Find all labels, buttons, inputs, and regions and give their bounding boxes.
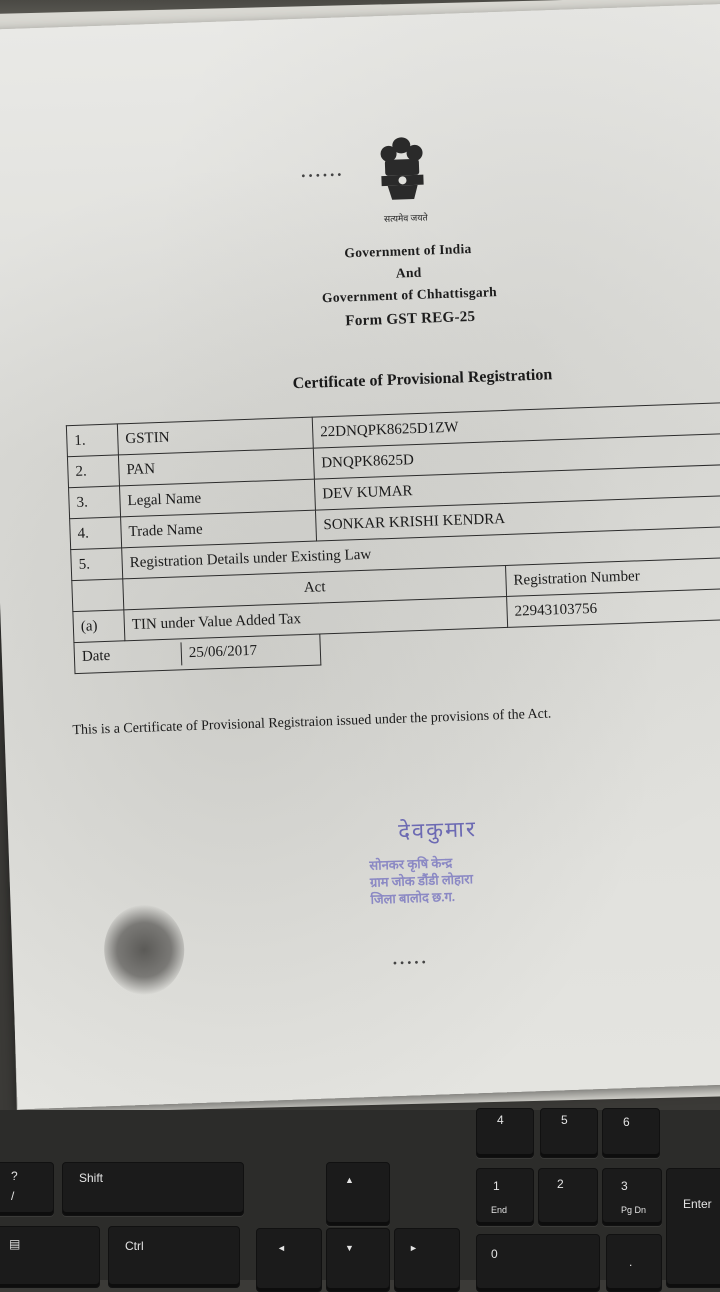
arrow-right-icon: ► <box>409 1243 418 1253</box>
key-decimal[interactable] <box>606 1234 662 1292</box>
act-name: TIN under Value Added Tax <box>124 596 508 640</box>
row-number: 4. <box>70 517 122 550</box>
row-number: 3. <box>69 486 121 519</box>
date-value: 25/06/2017 <box>188 642 258 662</box>
row-number: (a) <box>73 610 125 643</box>
row-value: DEV KUMAR <box>314 463 720 510</box>
key-legend: / <box>11 1189 15 1203</box>
key-legend: 1 <box>493 1179 500 1193</box>
registration-table <box>66 401 720 674</box>
row-label: PAN <box>118 448 314 486</box>
stamp-line: जिला बालोद छ.ग. <box>370 888 456 907</box>
key-num6[interactable] <box>602 1108 660 1158</box>
row-label: GSTIN <box>117 417 313 455</box>
key-shift[interactable] <box>62 1162 244 1216</box>
key-sublegend: End <box>491 1205 508 1215</box>
header-line-1: Government of India <box>344 240 472 261</box>
header-line-2: And <box>395 264 422 281</box>
empty-cell <box>72 579 124 612</box>
row-number: 2. <box>67 455 119 488</box>
date-label: Date <box>75 643 183 670</box>
certificate-title: Certificate of Provisional Registration <box>292 366 553 393</box>
key-num1-end[interactable] <box>476 1168 534 1226</box>
dots-mark: • • • • • • <box>301 167 342 183</box>
section-label: Registration Details under Existing Law <box>122 525 720 579</box>
key-legend: 5 <box>561 1113 568 1127</box>
key-sublegend: Pg Dn <box>621 1205 647 1215</box>
header-line-3: Government of Chhattisgarh <box>321 284 498 306</box>
key-enter[interactable] <box>666 1168 720 1288</box>
keyboard <box>0 1110 720 1280</box>
regno-header: Registration Number <box>506 556 720 596</box>
key-num0[interactable] <box>476 1234 600 1292</box>
key-legend: 2 <box>557 1177 564 1191</box>
stamp-line: सोनकर कृषि केन्द्र <box>369 855 453 873</box>
arrow-down-icon: ▼ <box>345 1243 354 1253</box>
key-question[interactable] <box>0 1162 54 1216</box>
smudge-mark <box>103 903 186 996</box>
key-ctrl[interactable] <box>108 1226 240 1288</box>
key-menu[interactable] <box>0 1226 100 1288</box>
row-number: 1. <box>66 424 118 457</box>
key-legend: ? <box>11 1169 18 1183</box>
key-legend: Ctrl <box>125 1239 144 1253</box>
key-legend: Enter <box>683 1197 712 1211</box>
key-legend: 0 <box>491 1247 498 1261</box>
key-legend: Shift <box>79 1171 104 1185</box>
ashoka-emblem-icon <box>374 132 431 214</box>
key-legend: . <box>629 1255 633 1269</box>
menu-icon: ▤ <box>9 1237 21 1251</box>
row-number: 5. <box>71 548 123 581</box>
key-arrow-right[interactable] <box>394 1228 460 1292</box>
row-label: Trade Name <box>121 510 317 548</box>
key-legend: 3 <box>621 1179 628 1193</box>
row-value: 22DNQPK8625D1ZW <box>312 401 720 448</box>
stamp-line: ग्राम जोक डौंडी लोहारा <box>369 871 474 890</box>
key-arrow-up[interactable] <box>326 1162 390 1226</box>
row-label: Legal Name <box>119 479 315 517</box>
certificate-paper <box>0 3 720 1110</box>
key-num5[interactable] <box>540 1108 598 1158</box>
signature: देवकुमार <box>397 816 478 844</box>
key-num4[interactable] <box>476 1108 534 1158</box>
key-arrow-down[interactable] <box>326 1228 390 1292</box>
key-legend: 4 <box>497 1113 504 1127</box>
dots-mark: • • • • • <box>392 955 427 971</box>
certificate-note: This is a Certificate of Provisional Registraion issued under the provisions of the Act. <box>72 706 552 739</box>
registration-number: 22943103756 <box>507 587 720 627</box>
emblem-motto: सत्यमेव जयते <box>383 212 428 225</box>
key-num2[interactable] <box>538 1168 598 1226</box>
row-value: SONKAR KRISHI KENDRA <box>315 494 720 541</box>
key-arrow-left[interactable] <box>256 1228 322 1292</box>
arrow-up-icon: ▲ <box>345 1175 354 1185</box>
key-num3-pgdn[interactable] <box>602 1168 662 1226</box>
row-value: DNQPK8625D <box>313 432 720 479</box>
act-header: Act <box>123 565 507 609</box>
stamp <box>369 853 474 908</box>
key-legend: 6 <box>623 1115 630 1129</box>
form-id: Form GST REG-25 <box>345 308 476 330</box>
arrow-left-icon: ◄ <box>277 1243 286 1253</box>
